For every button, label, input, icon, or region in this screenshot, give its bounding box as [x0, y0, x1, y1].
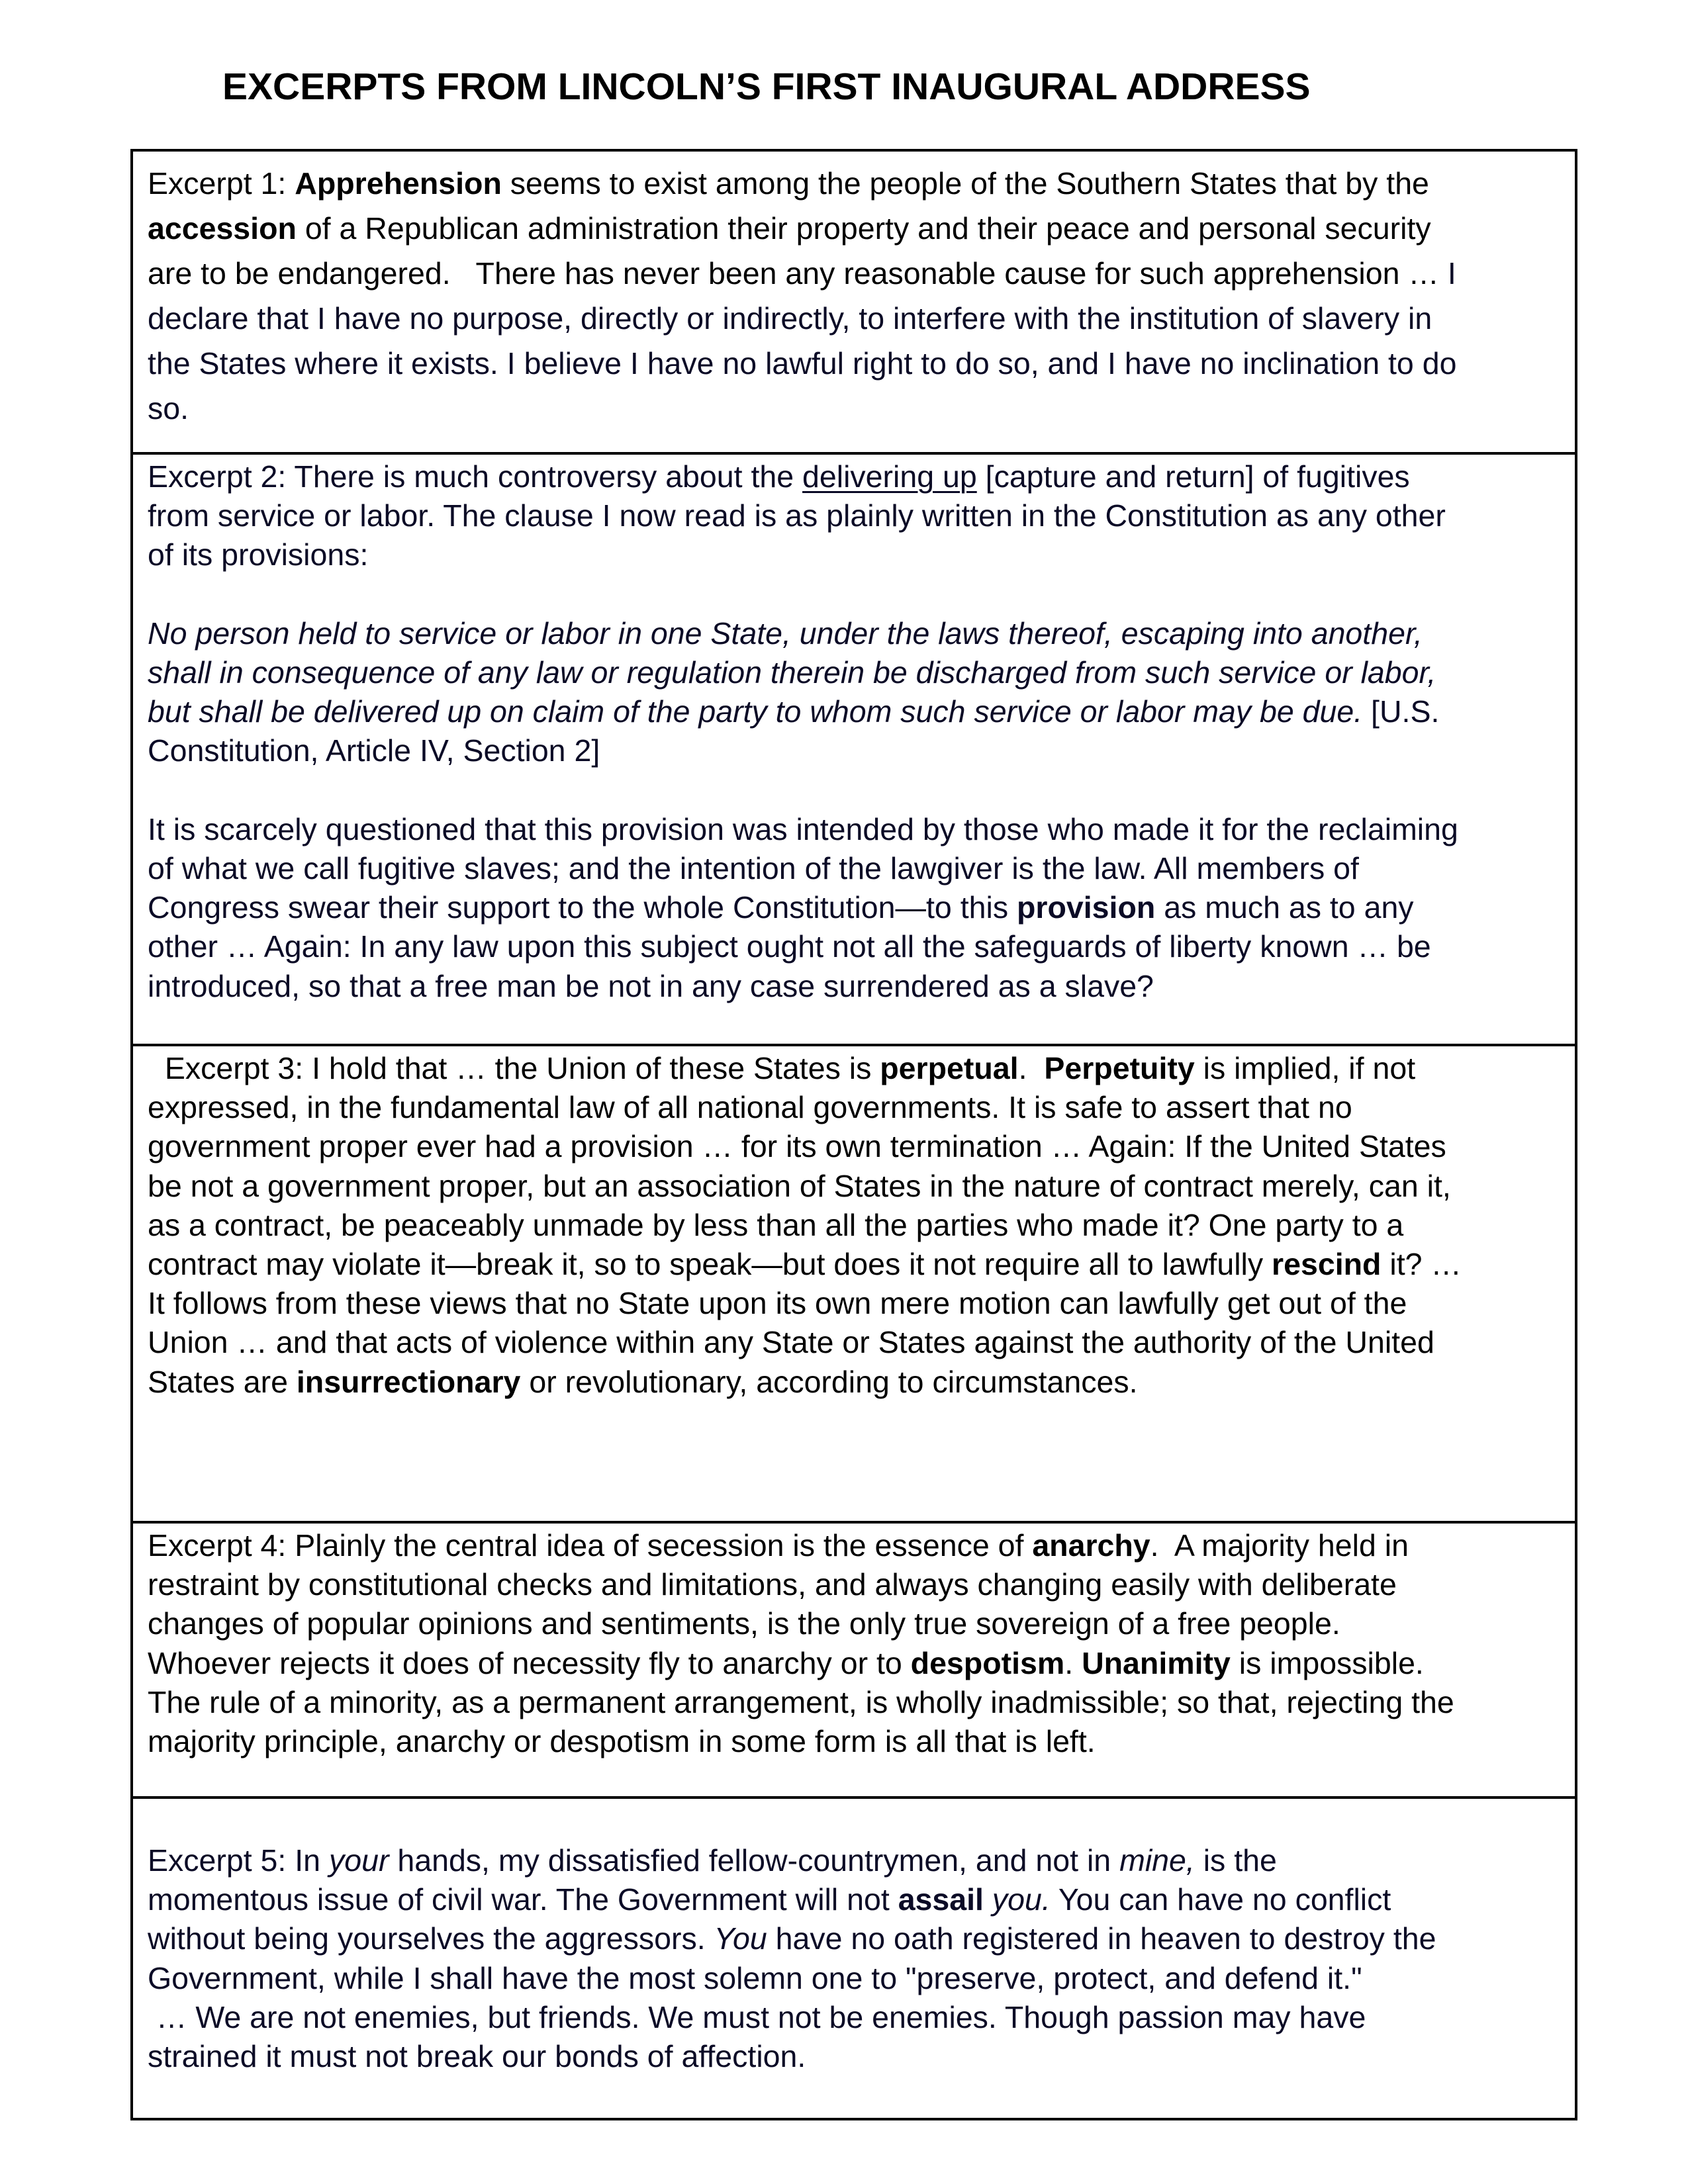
italic-text: your — [328, 1843, 389, 1878]
text-line — [148, 1049, 1562, 1088]
bold-term: Perpetuity — [1044, 1051, 1195, 1085]
text-segment: so. — [148, 391, 189, 426]
text-segment — [148, 577, 156, 612]
text-segment: the States where it exists. I believe I have no lawful right to do so, and I have no inclination to do — [148, 346, 1457, 381]
text-line — [148, 1206, 1562, 1245]
text-segment: You can have no conflict — [1050, 1882, 1391, 1917]
excerpt-1-text — [148, 161, 1562, 431]
bold-term: rescind — [1272, 1247, 1382, 1282]
text-line — [148, 1127, 1562, 1166]
text-segment: or revolutionary, according to circumstances. — [520, 1364, 1138, 1399]
bold-term: despotism — [910, 1645, 1065, 1680]
text-segment: is implied, if not — [1194, 1051, 1416, 1085]
italic-text: mine, — [1119, 1843, 1195, 1878]
text-segment: Excerpt 1: — [148, 166, 295, 201]
text-line — [148, 1526, 1562, 1565]
text-line — [148, 1088, 1562, 1127]
text-line — [148, 1644, 1562, 1683]
text-line — [148, 1284, 1562, 1323]
text-segment: expressed, in the fundamental law of all national governments. It is safe to assert that no — [148, 1090, 1352, 1125]
text-segment: hands, my dissatisfied fellow-countrymen, and not in — [389, 1843, 1120, 1878]
text-segment: declare that I have no purpose, directly or indirectly, to interfere with the institution of slavery in — [148, 301, 1432, 336]
text-line — [148, 1245, 1562, 1284]
text-segment: of what we call fugitive slaves; and the intention of the lawgiver is the law. All members of — [148, 851, 1359, 886]
text-segment: . — [1018, 1051, 1045, 1085]
text-line — [148, 1683, 1562, 1722]
excerpt-row-1 — [133, 152, 1575, 455]
bold-term: accession — [148, 211, 297, 246]
text-segment: [U.S. — [1362, 694, 1440, 729]
text-segment: Excerpt 2: There is much controversy about the — [148, 459, 803, 494]
text-line — [148, 731, 1562, 770]
text-segment: introduced, so that a free man be not in any case surrendered as a slave? — [148, 968, 1154, 1003]
text-segment: is impossible. — [1230, 1645, 1424, 1680]
bold-term: perpetual — [880, 1051, 1019, 1085]
text-segment: other … Again: In any law upon this subject ought not all the safeguards of liberty known … be — [148, 929, 1431, 964]
text-segment: Constitution, Article IV, Section 2] — [148, 733, 600, 768]
text-line — [148, 692, 1562, 731]
italic-text: No person held to service or labor in one State, under the laws thereof, escaping into another, — [148, 615, 1423, 651]
text-segment: Excerpt 5: In — [148, 1843, 329, 1878]
underlined-term: delivering up — [802, 459, 977, 494]
text-segment: it? … — [1381, 1247, 1462, 1282]
text-segment: . — [1064, 1645, 1082, 1680]
text-segment: strained it must not break our bonds of affection. — [148, 2039, 806, 2074]
text-segment: restraint by constitutional checks and limitations, and always changing easily with deliberate — [148, 1567, 1397, 1602]
excerpt-3-text — [148, 1049, 1562, 1402]
text-line — [148, 1959, 1562, 1998]
italic-text: you. — [992, 1882, 1051, 1917]
text-segment: It is scarcely questioned that this provision was intended by those who made it for the reclaiming — [148, 811, 1458, 846]
text-segment: Government, while I shall have the most solemn one to "preserve, protect, and defend it." — [148, 1960, 1362, 1995]
text-segment: are to be endangered. There has never been any reasonable cause for such apprehension … — [148, 256, 1448, 291]
text-segment: Whoever rejects it does of necessity fly to anarchy or to — [148, 1645, 911, 1680]
text-segment: changes of popular opinions and sentiments, is the only true sovereign of a free people. — [148, 1606, 1340, 1641]
bold-term: insurrectionary — [296, 1364, 521, 1399]
text-line — [148, 535, 1562, 574]
text-line — [148, 810, 1562, 849]
text-segment: momentous issue of civil war. The Government will not — [148, 1882, 898, 1917]
text-line — [148, 1841, 1562, 1880]
text-line — [148, 296, 1562, 341]
text-segment: is the — [1194, 1843, 1277, 1878]
text-line — [148, 161, 1562, 206]
bold-term: anarchy — [1032, 1528, 1150, 1563]
excerpts-table — [130, 149, 1577, 2120]
text-line — [148, 927, 1562, 966]
text-segment: [capture and return] of fugitives — [976, 459, 1410, 494]
text-line — [148, 771, 1562, 810]
text-segment: Excerpt 4: Plainly the central idea of secession is the essence of — [148, 1528, 1033, 1563]
text-segment: as much as to any — [1155, 890, 1414, 925]
text-line — [148, 1919, 1562, 1958]
text-line — [148, 849, 1562, 888]
italic-text: You — [714, 1921, 767, 1956]
excerpt-row-4 — [133, 1521, 1575, 1796]
excerpt-5-text — [148, 1841, 1562, 2076]
text-line — [148, 1565, 1562, 1604]
text-segment: as a contract, be peaceably unmade by less than all the parties who made it? One party to a — [148, 1207, 1404, 1242]
excerpt-row-5 — [133, 1796, 1575, 2120]
text-segment — [984, 1882, 992, 1917]
text-segment: have no oath registered in heaven to destroy the — [767, 1921, 1436, 1956]
text-segment: The rule of a minority, as a permanent arrangement, is wholly inadmissible; so that, rejecting the — [148, 1684, 1454, 1719]
bold-term: Apprehension — [295, 166, 502, 201]
text-segment: contract may violate it—break it, so to speak—but does it not require all to lawfully — [148, 1247, 1272, 1282]
text-segment: be not a government proper, but an association of States in the nature of contract merely, can it, — [148, 1168, 1451, 1203]
text-line — [148, 1880, 1562, 1919]
text-line — [148, 457, 1562, 496]
text-segment: seems to exist among the people of the Southern States that by the — [501, 166, 1429, 201]
text-line — [148, 1167, 1562, 1206]
text-line — [148, 1722, 1562, 1761]
text-line — [148, 1604, 1562, 1643]
text-segment: States are — [148, 1364, 297, 1399]
text-segment: It follows from these views that no State upon its own mere motion can lawfully get out of the — [148, 1286, 1407, 1321]
text-segment: Excerpt 3: I hold that … the Union of these States is — [148, 1051, 880, 1085]
bold-term: provision — [1017, 890, 1156, 925]
text-segment: … We are not enemies, but friends. We must not be enemies. Though passion may have — [148, 1999, 1366, 2034]
text-line — [148, 2037, 1562, 2076]
text-line — [148, 341, 1562, 386]
text-segment: Union … and that acts of violence within any State or States against the authority of the United — [148, 1325, 1434, 1360]
text-segment: of its provisions: — [148, 537, 369, 572]
text-line — [148, 206, 1562, 251]
page-title: EXCERPTS FROM LINCOLN’S FIRST INAUGURAL ADDRESS — [222, 66, 1311, 108]
text-line — [148, 614, 1562, 653]
text-segment — [148, 773, 156, 807]
text-line — [148, 251, 1562, 296]
text-line — [148, 386, 1562, 431]
text-segment: . A majority held in — [1150, 1528, 1409, 1563]
italic-text: shall in consequence of any law or regulation therein be discharged from such service or labor, — [148, 655, 1436, 690]
italic-text: but shall be delivered up on claim of the party to whom such service or labor may be due. — [148, 694, 1363, 729]
text-line — [148, 967, 1562, 1006]
text-segment: government proper ever had a provision … for its own termination … Again: If the United States — [148, 1129, 1446, 1164]
text-segment: majority principle, anarchy or despotism in some form is all that is left. — [148, 1724, 1096, 1759]
text-segment: of a Republican administration their property and their peace and personal security — [296, 211, 1431, 246]
text-segment: Congress swear their support to the whole Constitution—to this — [148, 890, 1017, 925]
text-segment: from service or labor. The clause I now read is as plainly written in the Constitution as any other — [148, 498, 1446, 533]
text-line — [148, 1998, 1562, 2037]
excerpt-2-text — [148, 457, 1562, 1006]
excerpt-4-text — [148, 1526, 1562, 1761]
excerpt-row-2 — [133, 452, 1575, 1044]
bold-term: Unanimity — [1082, 1645, 1231, 1680]
text-segment: I — [1447, 256, 1456, 291]
bold-term: assail — [898, 1882, 984, 1917]
text-line — [148, 1323, 1562, 1362]
text-segment: without being yourselves the aggressors. — [148, 1921, 714, 1956]
text-line — [148, 888, 1562, 927]
text-line — [148, 496, 1562, 535]
excerpt-row-3 — [133, 1044, 1575, 1521]
text-line — [148, 1363, 1562, 1402]
text-line — [148, 653, 1562, 692]
text-line — [148, 575, 1562, 614]
